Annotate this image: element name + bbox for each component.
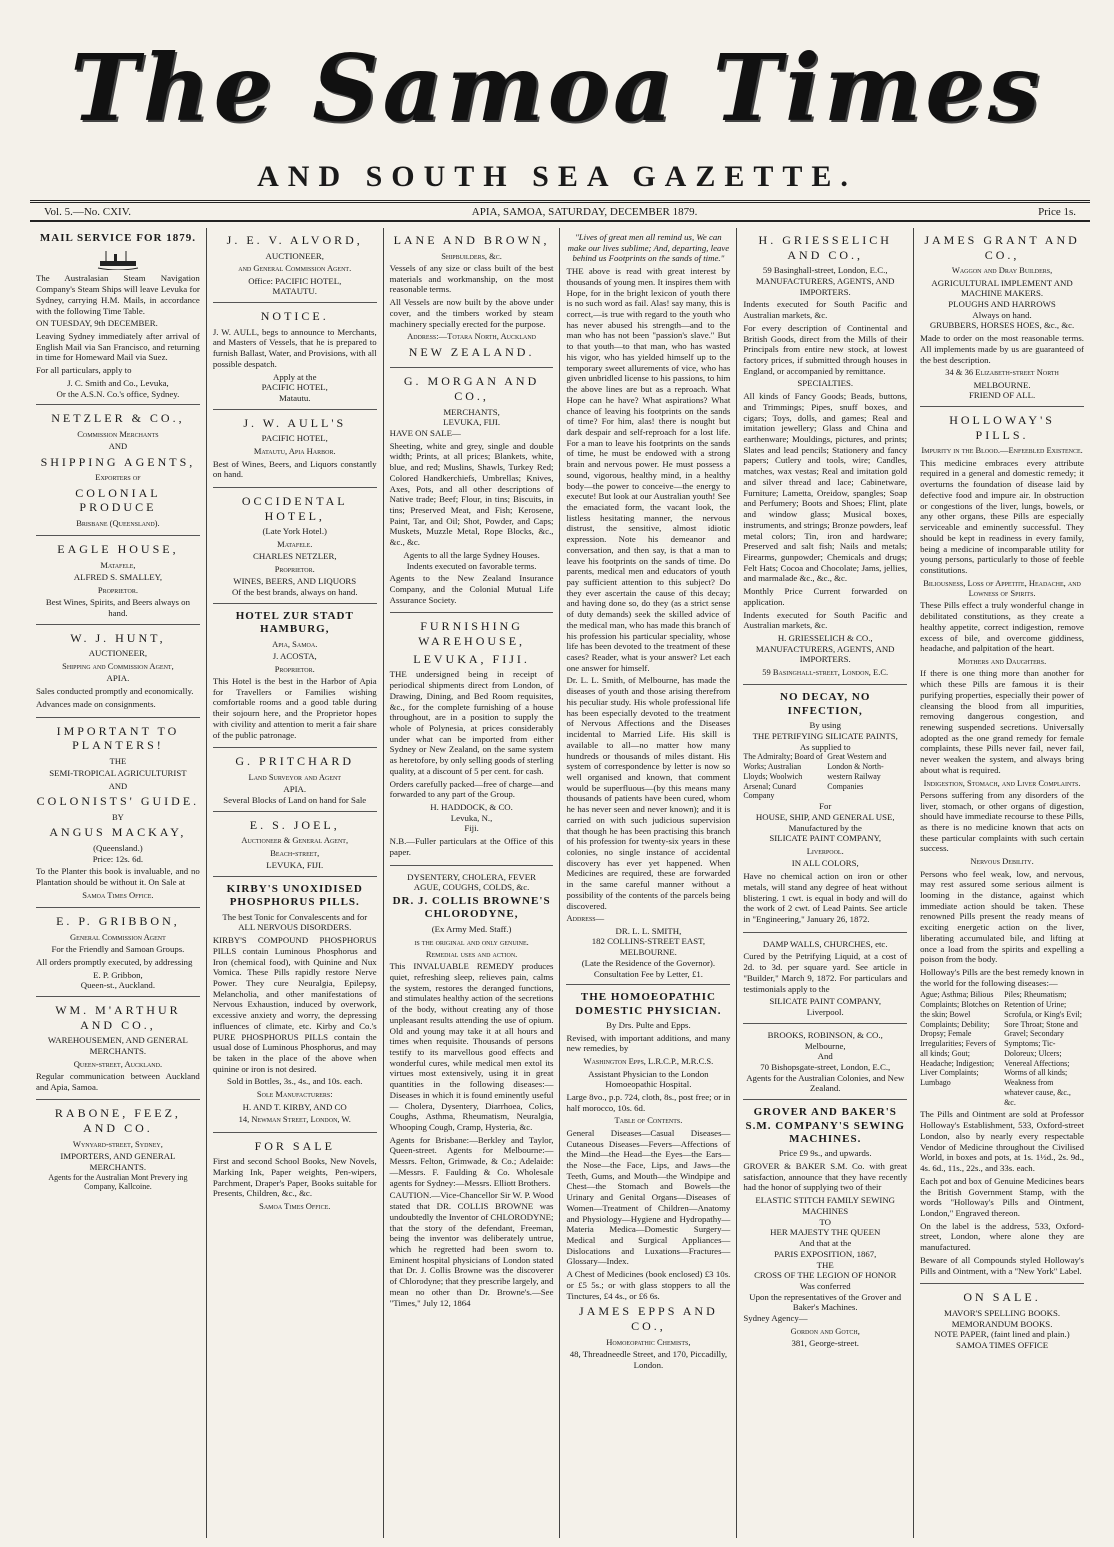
ad-text: GRUBBERS, HORSES HOES, &c., &c. (929, 320, 1075, 331)
ad-text: Office: PACIFIC HOTEL, (248, 275, 342, 286)
ad-dr-smith (566, 232, 730, 985)
ad-heading: E. S. JOEL, (249, 817, 340, 832)
ad-text: FRIEND OF ALL. (968, 390, 1036, 401)
ad-text: AGRICULTURAL IMPLEMENT AND (931, 277, 1073, 288)
ad-text: Regular communication between Auckland and Apia, Samoa. (36, 1071, 200, 1092)
ad-text: Exporters of (95, 472, 141, 483)
ad-text: Commission Merchants (77, 428, 159, 439)
ad-text: Proprietor. (274, 663, 315, 674)
price: Price 1s. (1038, 205, 1076, 218)
ad-text: Samoa Times Office. (259, 1201, 331, 1212)
ad-heading: W. J. HUNT, (70, 630, 166, 645)
ad-text: Sheeting, white and grey, single and double width; Prints, at all prices; Blankets, white, blue, and red; Muslins, Shawls, Turkey Red; Colored Handkerchiefs, Umbrellas; Knives, Axes, Pots, and all other descriptions of Native trade; Beef; Flour, in tins; Biscuits, in tins; Preserved Meat, and Fish; Kerosene, Paint, Tar, and Oil; Shot, Powder, and Caps; Muskets, Muzzle Metal, Rope Blocks, &c., &c., &c. (389, 440, 554, 548)
ad-text: Brisbane (Queensland). (76, 517, 160, 528)
ad-heading: LANE AND BROWN, (393, 233, 550, 247)
ad-zur-stadt (213, 610, 377, 749)
ad-text: DR. L. L. SMITH, (615, 925, 682, 936)
ad-text: General Diseases—Casual Diseases—Cutaneous Diseases—Fevers—Affections of the Mind—the Head—the Eyes—the Ears—the Nose—the Face, Lips, and Jaws—the Teeth, Gums, and Mouth—the Windpipe and Chest—the Stomach and Bowels—the Urinary and Genital Organs—Diseases of Women—Treatment of Children—Anatomy and Physiology—Hygiene and Hydropathy—Materia Medica—Domestic Surgery—Medical and Surgical Appliances—Dislocations and Luxations—Fractures—Glossary—Index. (566, 1127, 731, 1267)
ad-text: Persons suffering from any disorders of the liver, stomach, or other organs of digestion, should have immediate recourse to these Pills, as there is no medicine known that acts on these particular complaints with such certain success. (920, 789, 1084, 854)
ad-text: 381, George-street. (791, 1338, 859, 1349)
ad-text: 48, Threadneedle Street, and 170, Piccadilly, London. (569, 1348, 728, 1370)
ad-text: A Chest of Medicines (book enclosed) £3 10s. or £5 5s.; or with glass stoppers to all the Tinctures, £4 4s., or £6 6s. (566, 1269, 731, 1301)
ad-text: Vessels of any size or class built of the best materials and workmanship, on the most reasonable terms. (389, 262, 554, 295)
ad-text: And that at the (799, 1238, 852, 1249)
ad-netzler (36, 411, 200, 536)
ad-chlorodyne (390, 872, 554, 1316)
ad-heading: HOLLOWAY'S PILLS. (949, 413, 1055, 442)
ad-text: Consultation Fee by Letter, £1. (593, 968, 703, 979)
ad-heading: FURNISHING WAREHOUSE, (418, 619, 526, 649)
ad-heading: FOR SALE (254, 1138, 335, 1153)
supplied-to-list (743, 752, 907, 801)
ad-furnishing (390, 619, 554, 865)
ad-text: (Late York Hotel.) (262, 526, 327, 537)
ad-occidental (213, 494, 377, 604)
ad-text: CAUTION.—Vice-Chancellor Sir W. P. Wood stated that DR. COLLIS BROWNE was undoubtedly the Inventor of CHLORODYNE; that the story of the defendant, Freeman, being the inventor was deliberately untrue, which he regretted had been sworn to. Eminent hospital physicians of London stated that Dr. J. Collis Browne was the discoverer of Chlorodyne; that they prescribe largely, and mean no other than Dr. Browne's.—See "Times," July 12, 1864 (389, 1190, 554, 1308)
ad-text: BY (112, 811, 124, 822)
ad-text: Each pot and box of Genuine Medicines bears the British Government Stamp, with the words "Holloway's Pills and Ointment, London," Engraved thereon. (920, 1175, 1084, 1218)
ad-text: Mothers and Daughters. (957, 655, 1047, 666)
ad-heading: G. PRITCHARD (235, 754, 355, 769)
ad-text: Land Surveyor and Agent (248, 771, 341, 782)
column-2 (207, 228, 384, 1538)
ad-heading: DAMP WALLS, CHURCHES, etc. (762, 938, 888, 949)
ad-rabone (36, 1106, 200, 1197)
ad-text: Agents for Brisbane:—Berkley and Taylor, Queen-street. Agents for Melbourne:—Messrs. Felton, Grimwade, & Co.; Adelaide:—Messrs. F. Faulding & Co. Wholesale agents for Sydney:—Messrs. Elliott Brothers. (389, 1134, 554, 1188)
ad-text: J. W. AULL, begs to announce to Merchants, and Masters of Vessels, that he is prepared to furnish Ballast, Water, and Provisions, with all possible despatch. (212, 326, 377, 369)
ad-text: Was conferred (799, 1280, 851, 1291)
ad-text: N.B.—Fuller particulars at the Office of this paper. (389, 836, 554, 857)
ad-aull-hotel (213, 416, 377, 488)
ad-text: And (817, 1051, 833, 1062)
ad-griesselich (743, 233, 907, 685)
ad-text: Table of Contents. (614, 1115, 683, 1126)
ad-text: MERCHANTS. (89, 1045, 147, 1056)
ad-text: H. HADDOCK, & CO. (430, 801, 513, 812)
ad-text: NEW ZEALAND. (408, 344, 535, 359)
ad-text: Gordon and Gotch, (790, 1325, 860, 1336)
ad-text: MELBOURNE. (619, 947, 677, 958)
ad-text: For all particulars, apply to (36, 365, 132, 376)
ad-text: KIRBY'S COMPOUND PHOSPHORUS PILLS contain Luminous Phosphorus and Iron (chemical food), with Quinine and Nux Vomica. These Pills rapidly restore Nerve Power. They cure Neuralgia, Epilepsy, Melancholia, and other manifestations of Nervous Exhaustion, induced by overwork, excessive anxiety and worry, the depressing influences of climate, etc. Kirby and Co.'s PURE PHOSPHORUS PILLS contain the usual dose of Luminous Phosphorus, and may be taken in the place of the above when quinine or iron is not desired. (212, 935, 377, 1074)
ad-text: HER MAJESTY THE QUEEN (770, 1227, 881, 1238)
ad-text: Cured by the Petrifying Liquid, at a cost of 2d. to 3d. per square yard. See article in "Builder," March 9, 1872. For particulars and testimonials apply to the (743, 951, 908, 994)
ad-text: ALL NERVOUS DISORDERS. (238, 922, 352, 933)
ad-for-sale-books (213, 1139, 377, 1219)
ad-text: MEMORANDUM BOOKS. (951, 1318, 1053, 1329)
ad-text: THE PETRIFYING SILICATE PAINTS, (752, 731, 898, 742)
ad-heading: G. MORGAN AND CO., (403, 374, 540, 403)
ad-text: Upon the representatives of the Grover and Baker's Machines. (749, 1291, 902, 1313)
ad-pritchard (213, 754, 377, 811)
ad-text: On the label is the address, 533, Oxford-street, London, where alone they are manufactured. (920, 1220, 1084, 1253)
ad-text: First and second School Books, New Novels, Marking Ink, Paper weights, Pen-wipers, Parchment, Draper's Paper, Books suitable for Presents, Children, &c., &c. (212, 1156, 377, 1199)
ad-text: Levuka, N., (450, 812, 493, 823)
ad-text: Matafele, (100, 559, 136, 570)
ad-text: J. ACOSTA, (272, 650, 317, 661)
ad-text: Washington Epps, L.R.C.P., M.R.C.S. (583, 1056, 714, 1067)
ad-text: If there is one thing more than another for which these Pills are famous it is their purifying properties, especially their power of cleansing the blood from all impurities, removing dangerous congestion, and renewing suspended secretions. Universally adopted as the one grand remedy for female complaints, these Pills never fail, never fail, never weaken the system, and always bring about what is required. (920, 668, 1084, 775)
ad-text: For the Friendly and Samoan Groups. (51, 944, 185, 955)
ad-text: COLONIAL PRODUCE (75, 485, 161, 515)
ad-notice-aull (213, 309, 377, 410)
ad-heading: IMPORTANT TO PLANTERS! (56, 723, 180, 753)
ad-text: This medicine embraces every attribute required in a general and domestic remedy; it overturns the foundation of disease laid by defective food and impure air. In obstruction or congestions of the liver, lungs, bowels, or any other organs, these Pills are especially serviceable and eminently successful. They should be kept in readiness in every family, being a medicine of incomparable utility for young persons, particularly to those of feeble constitutions. (920, 457, 1084, 575)
ad-heading: EAGLE HOUSE, (57, 542, 179, 557)
ad-text: All kinds of Fancy Goods; Beads, buttons, and Trimmings; Pipes, snuff boxes, and cigars; Toys, dolls, and games; Real and imitation jewellery; Glass and China and earthenware; Mouldings, pictures, and prints; Slates and lead pencils; Stationery and fancy papers; Cutlery and tools, wire; Candles, matches, wax vestas; Real and imitation gold and silver thread and lace; Cabinetware, Furniture; Lametta, Oreidow, spangles; Soap and Perfumery; Boots and Shoes; Flint, plate and window glass; Musical boxes, instruments, and strings; Bronze powders, leaf metal colors; Tin, iron and hardware; Preserved and salt fish; Nails and metals; Firearms, gunpowder; Chemicals and drugs; Felt Hats; Cocoa and Chocolate; Jams, jellies, and marmalade &c., &c., &c. (743, 391, 908, 584)
ad-text: Or the A.S.N. Co.'s office, Sydney. (56, 388, 180, 399)
ad-text: Sales conducted promptly and economically. (36, 686, 194, 697)
dateline (30, 200, 1090, 222)
ad-heading: E. P. GRIBBON, (56, 914, 180, 929)
ad-text: Nervous Debility. (970, 856, 1034, 867)
ad-text: Wynyard-street, Sydney, (72, 1138, 163, 1149)
ad-text: IN ALL COLORS, (791, 858, 859, 869)
ad-heading: J. W. AULL'S (243, 415, 347, 430)
ad-text: Indents executed on favorable terms. (406, 560, 537, 571)
ad-holloway (920, 413, 1084, 1284)
ad-text: 182 COLLINS-STREET EAST, (591, 936, 706, 947)
ad-text: Indents executed for South Pacific and Australian markets, &c. (743, 299, 908, 321)
ad-text: PACIFIC HOTEL, (261, 433, 328, 444)
ad-heading: JAMES EPPS AND CO., (579, 1304, 718, 1333)
ad-text: Melbourne, (804, 1040, 846, 1051)
ad-text: Agents for the Australian Mont Prevery ing Company, Kallcoine. (48, 1172, 188, 1192)
ad-grover-baker (743, 1106, 907, 1354)
ad-text: AUCTIONEER, (265, 250, 324, 261)
ad-heading: MAIL SERVICE FOR 1879. (39, 232, 196, 244)
ad-text: HAVE ON SALE— (389, 427, 461, 438)
ad-text: Impurity in the Blood.—Enfeebled Existence. (921, 445, 1083, 456)
ad-heading: H. GRIESSELICH AND CO., (758, 233, 892, 262)
ad-text: These Pills effect a truly wonderful change in debilitated constitutions, as they create a healthy appetite, correct indigestion, remove excess of bile, and overcome giddiness, headache, and palpitation of the heart. (920, 600, 1084, 654)
ad-text: Price: 12s. 6d. (92, 853, 144, 864)
ad-text: Agents for the Australian Colonies, and New Zealand. (746, 1072, 905, 1094)
ad-text: The Admiralty; Board of Works; Australian Lloyds; Woolwich Arsenal; Cunard Company (743, 752, 823, 801)
ad-text: Monthly Price Current forwarded on application. (743, 586, 908, 607)
ad-text: All orders promptly executed, by addressing (36, 956, 193, 967)
steamship-icon (96, 248, 140, 270)
ad-text: SAMOA TIMES OFFICE (955, 1340, 1049, 1351)
ad-text: MERCHANTS, (443, 406, 500, 417)
column-6 (914, 228, 1090, 1538)
ad-text: Orders carefully packed—free of charge—and forwarded to any part of the Group. (389, 778, 554, 800)
ad-text: Matafele. (277, 538, 313, 549)
ad-text: Have no chemical action on iron or other metals, will stand any degree of heat without blistering. 1 cwt. is equal in body and will do the work of 2 cwt. of Lead Paints. See article in "Engineering," January 26, 1872. (743, 871, 908, 925)
masthead (0, 0, 1114, 200)
newspaper-subtitle: AND SOUTH SEA GAZETTE. (257, 160, 857, 193)
ad-text: CROSS OF THE LEGION OF HONOR (754, 1270, 897, 1281)
ad-text: Always on hand. (972, 309, 1032, 320)
ad-text: Samoa Times Office. (82, 889, 154, 900)
ad-text: Best Wines, Spirits, and Beers always on hand. (45, 597, 190, 619)
disease-list (920, 990, 1084, 1107)
ad-text: Homoeopathic Chemists, (606, 1336, 691, 1347)
ad-hunt (36, 631, 200, 718)
ad-text: IMPORTERS, AND GENERAL (60, 1151, 176, 1162)
ad-text: (Queensland.) (93, 842, 143, 853)
ad-text: The Australasian Steam Navigation Company's Steam Ships will leave Levuka for Sydney, carrying H.M. Mails, in accordance with the following Time Table. (36, 273, 200, 316)
ad-text: MELBOURNE. (973, 379, 1031, 390)
ad-text: Best of Wines, Beers, and Liquors constantly on hand. (212, 458, 377, 480)
ad-morgan (390, 374, 554, 613)
ad-text: SILICATE PAINT COMPANY, (769, 996, 882, 1007)
ad-planters (36, 724, 200, 909)
ad-text: AND (108, 780, 128, 791)
ad-heading: H. GRIESSELICH & CO., (777, 632, 873, 643)
ad-text: Leaving Sydney immediately after arrival of English Mail via San Francisco, and returning in time for Homeward Mail via Suez. (36, 331, 200, 363)
ad-text: Agents to the New Zealand Insurance Company, and the Colonial Mutual Life Assurance Society. (389, 573, 554, 605)
columns (30, 228, 1090, 1538)
ad-text: As supplied to (799, 741, 851, 752)
ad-text: GROVER & BAKER S.M. Co. with great satisfaction, announce that they have recently had the honor of supplying two of their (743, 1161, 908, 1193)
ad-text: and General Commission Agent. (238, 263, 352, 274)
ad-homoeopathic (566, 991, 730, 1375)
ad-text: SILICATE PAINT COMPANY, (769, 833, 882, 844)
ad-text: Large 8vo., p.p. 724, cloth, 8s., post free; or in half morocco, 10s. 6d. (566, 1092, 731, 1113)
ad-text: Address— (566, 913, 605, 924)
ad-text: CHARLES NETZLER, (252, 551, 337, 562)
ad-text: By using (809, 720, 841, 731)
ad-text: MATAUTU. (272, 286, 317, 297)
ad-text: APIA. (283, 784, 307, 795)
ad-damp-walls (743, 939, 907, 1024)
ad-text: (Ex Army Med. Staff.) (431, 923, 512, 934)
ad-text: Great Western and London & North-western Railway Companies (827, 752, 887, 791)
ad-text: WINES, BEERS, AND LIQUORS (233, 576, 357, 587)
column-1 (30, 228, 207, 1538)
ad-heading: NETZLER & CO., (51, 411, 185, 426)
ad-silicate-paint (743, 691, 907, 932)
ad-text: Queen-street, Auckland. (73, 1058, 163, 1069)
ad-text: Shipbuilders, &c. (441, 250, 502, 261)
ad-text: MACHINE MAKERS. (960, 288, 1044, 299)
ad-text: By Drs. Pulte and Epps. (606, 1020, 691, 1031)
ad-text: PLOUGHS AND HARROWS (948, 299, 1056, 310)
issue-date: APIA, SAMOA, SATURDAY, DECEMBER 1879. (471, 205, 698, 218)
ad-text: Address:—Totara North, Auckland (407, 331, 536, 342)
ad-text: WAREHOUSEMEN, AND GENERAL (47, 1035, 188, 1046)
ad-text: (Late the Residence of the Governor). (581, 957, 716, 968)
column-4 (560, 228, 737, 1538)
ad-heading: HOTEL ZUR STADT HAMBURG, (235, 609, 354, 636)
ad-text: SEMI-TROPICAL AGRICULTURIST (49, 768, 187, 779)
ad-text: THE undersigned being in receipt of periodical shipments direct from London, of Drawing, Dining, and Bed Room requisites, &c., for the complete furnishing of a house throughout, are in a position to supply the whole of Polynesia, at prices considerably under what can be imported from either Sydney or New Zealand, on the same system as heretofore, by only selling goods of sterling quality, at a discount of 5 per cent. for cash. (389, 669, 554, 776)
ad-text: Liverpool. (806, 1007, 844, 1018)
ad-text: HOUSE, SHIP, AND GENERAL USE, (755, 811, 895, 822)
ad-text: Beware of all Compounds styled Holloway's Pills and Ointment, with a "New York" Label. (920, 1254, 1084, 1276)
ad-text: E. P. Gribbon, (93, 969, 143, 980)
ad-text: Piles; Rheumatism; Retention of Urine; Scrofula, or King's Evil; Sore Throat; Stone and Gravel; Secondary Symptoms; Tic-Doloreux; Ulcers; Venereal Affections; Worms of all kinds; Weakness from whatever cause, &c., &c. (1004, 990, 1082, 1107)
ad-text: THE (816, 1259, 834, 1270)
ad-text: is the original and only genuine. (414, 936, 529, 947)
ad-heading: RABONE, FEEZ, AND CO. (54, 1106, 181, 1136)
ad-text: This INVALUABLE REMEDY produces quiet, refreshing sleep, relieves pain, calms the system, restores the deranged functions, and stimulates healthy action of the secretions of the body, without creating any of those unpleasant results attending the use of opium. Old and young may take it at all hours and times when requisite. Thousands of persons testify to its marvellous good effects and wonderful cures, while medical men extol its virtues most extensively, using it in great quantities in the following diseases:— Diseases in which it is found eminently useful — Cholera, Dysentery, Diarrhoea, Colics, Coughs, Asthma, Rheumatism, Neuralgia, Whooping Cough, Cramp, Hysteria, &c. (389, 961, 554, 1133)
ad-text: Beach-street, (270, 847, 320, 858)
ad-text: SPECIALTIES. (797, 378, 854, 389)
newspaper-title: The Samoa Times (70, 34, 1044, 142)
ad-text: MERCHANTS. (89, 1161, 147, 1172)
ad-mcarthur (36, 1003, 200, 1100)
ad-heading: KIRBY'S UNOXIDISED PHOSPHORUS PILLS. (226, 882, 363, 909)
ad-text: Sold in Bottles, 3s., 4s., and 10s. each. (227, 1076, 363, 1087)
ad-text: Shipping and Commission Agent, (62, 661, 174, 672)
ad-text: LEVUKA, FIJI. (266, 860, 324, 871)
ad-heading: THE HOMOEOPATHIC DOMESTIC PHYSICIAN. (575, 991, 722, 1017)
ad-heading: J. E. V. ALVORD, (226, 233, 363, 247)
ad-text: Fiji. (464, 823, 479, 834)
ad-text: ELASTIC STITCH FAMILY SEWING MACHINES (755, 1195, 896, 1216)
ad-text: TO (819, 1216, 832, 1227)
ad-text: Proprietor. (274, 563, 315, 574)
ad-text: Sole Manufacturers: (256, 1089, 333, 1100)
ad-mail-service (36, 232, 200, 405)
ad-text: ON TUESDAY, 9th DECEMBER. (36, 318, 158, 329)
ad-text: For (819, 801, 832, 812)
ad-text: Auctioneer & General Agent, (241, 835, 349, 846)
ad-text: For every description of Continental and British Goods, direct from the Mills of their Principals from entire new stock, at lowest factory prices, if submitted through houses in England, or accompanied by remittance. (743, 322, 908, 376)
ad-on-sale (920, 1290, 1084, 1356)
ad-text: Biliousness, Loss of Appetite, Headache, and Lowness of Spirits. (923, 577, 1081, 599)
ad-text: THE above is read with great interest by thousands of young men. It inspires them with Hope, for in the bright lexicon of youth there is no such word as fail. Alas! say many, this is correct,—is true with regard to the youth who has never abused his strength—and to the man who has not been "passion's slave." But to that youth—to that man, who has wasted his vigor, who has yielded himself up to the temporary sweet allurements of vice, who has given unbridled license to his passions, to him the above lines are but as a reproach. What Hope can he have? What aspirations? What chance of leaving his footprints on the sands of time? For him, alas! there is nought but dark despair and self-reproach for a lost life. For a man to leave his footprints on the sands of time, he must be endowed with a strong brain and nervous power. He must possess a sound, vigorous, healthy mind, in a healthy body—the power to conceive—the energy to execute! But look at our Australian youth! See the emaciated form, the vacant look, the listless hesitating manner, the nervous distrust, the sensitive, almost idiotic expression. Note his demeanor and conversation, and then say, is that a man to leave his footprints on the sands of time. Do parents, medical men and educators of youth pay sufficient attention to this subject? Do they ever ascertain the cause of this decay; and having done so, do they (as a strict sense of duty demands) seek the skilled advice of the medical man, who has made this branch of his profession his particular speciality, whose life has been devoted to the treatment of these cases? Reader, what is your answer? Let each one answer for himself. (566, 266, 731, 673)
ad-text: PARIS EXPOSITION, 1867, (774, 1248, 877, 1259)
ad-heading: JAMES GRANT AND CO., (924, 233, 1080, 262)
ad-text: Ague; Asthma; Bilious Complaints; Blotches on the skin; Bowel Complaints; Debility; Dropsy; Female Irregularities; Fevers of all kinds; Gout; Headache; Indigestion; Liver Complaints; Lumbago (920, 990, 1000, 1088)
ad-text: Assistant Physician to the London Homoeopathic Hospital. (588, 1068, 709, 1090)
ad-text: LEVUKA, FIJI. (413, 651, 530, 666)
ad-heading: GROVER AND BAKER'S S.M. COMPANY'S SEWING MACHINES. (745, 1106, 905, 1145)
ad-text: 70 Bishopsgate-street, London, E.C., (760, 1061, 891, 1072)
ad-text: COLONISTS' GUIDE. (36, 794, 200, 809)
ad-text: AND (108, 441, 128, 452)
ad-text: Apply at the (272, 371, 317, 382)
ad-text: Price £9 9s., and upwards. (778, 1148, 872, 1159)
ad-text: Proprietor. (97, 584, 138, 595)
ad-text: Liverpool. (806, 846, 844, 857)
ad-heading: DR. J. COLLIS BROWNE'S CHLORODYNE, (392, 895, 551, 921)
ad-alvord (213, 233, 377, 303)
ad-text: Several Blocks of Land on hand for Sale (223, 795, 367, 806)
ad-heading: ON SALE. (963, 1290, 1041, 1305)
ad-text: AGUE, COUGHS, COLDS, &c. (413, 882, 530, 893)
ad-heading: OCCIDENTAL HOTEL, (241, 493, 348, 523)
ad-text: Matautu, Apia Harbor. (253, 446, 336, 457)
ad-text: MANUFACTURERS, AGENTS, AND IMPORTERS. (755, 643, 895, 665)
ad-text: This Hotel is the best in the Harbor of Apia for Travellers or Families wishing comfortable rooms and a good table during their sojourn here, and the Proprietor hopes with civility and attention to merit a fair share of the public patronage. (212, 676, 377, 740)
ad-text: MANUFACTURERS, AGENTS, AND IMPORTERS. (755, 275, 895, 297)
ad-text: Sydney Agency— (743, 1313, 808, 1324)
ad-text: MAVOR'S SPELLING BOOKS. (944, 1307, 1061, 1318)
ad-text: Matautu. (278, 393, 311, 404)
ad-text: 34 & 36 Elizabeth-street North (945, 367, 1059, 378)
ad-text: The Pills and Ointment are sold at Professor Holloway's Establishment, 533, Oxford-street London, also by nearly every respectable Vendor of Medicine throughout the Civilised World, in boxes and pots, at 1s. 1½d., 2s. 9d., 4s. 6d., 11s., 22s., and 33s. each. (920, 1109, 1084, 1174)
ad-text: To the Planter this book is invaluable, and no Plantation should be without it. On Sale at (36, 866, 200, 888)
ad-joel (213, 818, 377, 877)
ad-text: Manufactured by the (788, 822, 862, 833)
ad-text: Revised, with important additions, and many new remedies, by (566, 1032, 731, 1054)
ad-text: ANGUS MACKAY, (49, 825, 187, 840)
column-3 (384, 228, 561, 1538)
ad-text: "Lives of great men all remind us, We can make our lives sublime; And, departing, leave behind us Footprints on the sands of time." (567, 232, 730, 264)
ad-text: H. AND T. KIRBY, AND CO (242, 1101, 347, 1112)
ad-text: 59 Basinghall-street, London, E.C. (762, 667, 889, 678)
ad-text: Apia, Samoa. (272, 638, 318, 649)
ad-text: 14, Newman Street, London, W. (238, 1114, 351, 1125)
ad-heading: WM. M'ARTHUR AND CO., (55, 1003, 181, 1032)
ad-text: J. C. Smith and Co., Levuka, (67, 377, 169, 388)
ad-heading: DYSENTERY, CHOLERA, FEVER (407, 871, 536, 882)
ad-text: AUCTIONEER, (88, 648, 148, 659)
ad-text: Of the best brands, always on hand. (231, 587, 358, 598)
ad-text: Agents to all the large Sydney Houses. (403, 549, 540, 560)
ad-text: Dr. L. L. Smith, of Melbourne, has made the diseases of youth and those arising therefrom his peculiar study. His whole professional life has been especially devoted to the treatment of Nervous Affections and the Diseases incidental to Married Life. His skill is available to all—no matter how many hundreds or thousands of miles distant. His system of correspondence by letter is now so well organised and known, that comment would be superfluous—(by this means many thousands of patients have been cured, whom he has never seen and never known); and it is carried on with such judicious supervision that though he has been practising this branch of his profession for twenty-six years in these colonies, no single instance of accidental discovery has ever yet happened. When Medicines are required, these are forwarded in the same careful manner without a possibility of the contents of the parcels being discovered. (566, 675, 731, 911)
ad-text: General Commission Agent (70, 931, 166, 942)
ad-text: Made to order on the most reasonable terms. All implements made by us are guaranteed of the best description. (920, 333, 1084, 365)
ad-text: All Vessels are now built by the above under cover, and the timbers worked by steam machinery specially erected for the purpose. (389, 297, 554, 329)
volume-number: Vol. 5.—No. CXIV. (44, 205, 131, 218)
ad-lane-brown (390, 233, 554, 368)
ad-text: Indigestion, Stomach, and Liver Complaints. (923, 777, 1081, 788)
ad-text: Queen-st., Auckland. (80, 980, 156, 991)
ad-heading: NO DECAY, NO INFECTION, (780, 691, 871, 717)
ad-text: LEVUKA, FIJI. (443, 417, 501, 428)
ad-text: THE (109, 755, 127, 766)
ad-text: ALFRED S. SMALLEY, (73, 572, 163, 583)
ad-kirby (213, 883, 377, 1133)
ad-brooks-robinson (743, 1030, 907, 1100)
ad-text: Advances made on consignments. (36, 698, 156, 709)
ad-text: Holloway's Pills are the best remedy known in the world for the following diseases:— (920, 967, 1084, 988)
ad-heading: NOTICE. (260, 309, 329, 324)
ad-text: 59 Basinghall-street, London, E.C., (762, 265, 888, 276)
ad-text: NOTE PAPER, (faint lined and plain.) (934, 1329, 1070, 1340)
ad-text: The best Tonic for Convalescents and for (222, 911, 368, 922)
ad-text: Indents executed for South Pacific and Australian markets, &c. (743, 609, 908, 631)
ad-eagle-house (36, 542, 200, 625)
ad-text: PACIFIC HOTEL, (261, 382, 328, 393)
column-5 (737, 228, 914, 1538)
ad-gribbon (36, 914, 200, 997)
ad-heading: BROOKS, ROBINSON, & CO., (767, 1029, 883, 1040)
ad-text: Remedial uses and action. (425, 948, 518, 959)
ad-text: APIA. (106, 673, 130, 684)
ad-text: Waggon and Dray Builders, (951, 265, 1053, 276)
ad-text: Persons who feel weak, low, and nervous, may rest assured some serious ailment is looming in the distance, against which immediate action should be taken. These renowned Pills present the ready means of exciting energetic action on the liver, liberating accumulated bile, and lifting at once a load from the spirits and expelling a poison from the body. (920, 868, 1084, 965)
ad-text: SHIPPING AGENTS, (40, 454, 196, 469)
ad-james-grant (920, 233, 1084, 407)
